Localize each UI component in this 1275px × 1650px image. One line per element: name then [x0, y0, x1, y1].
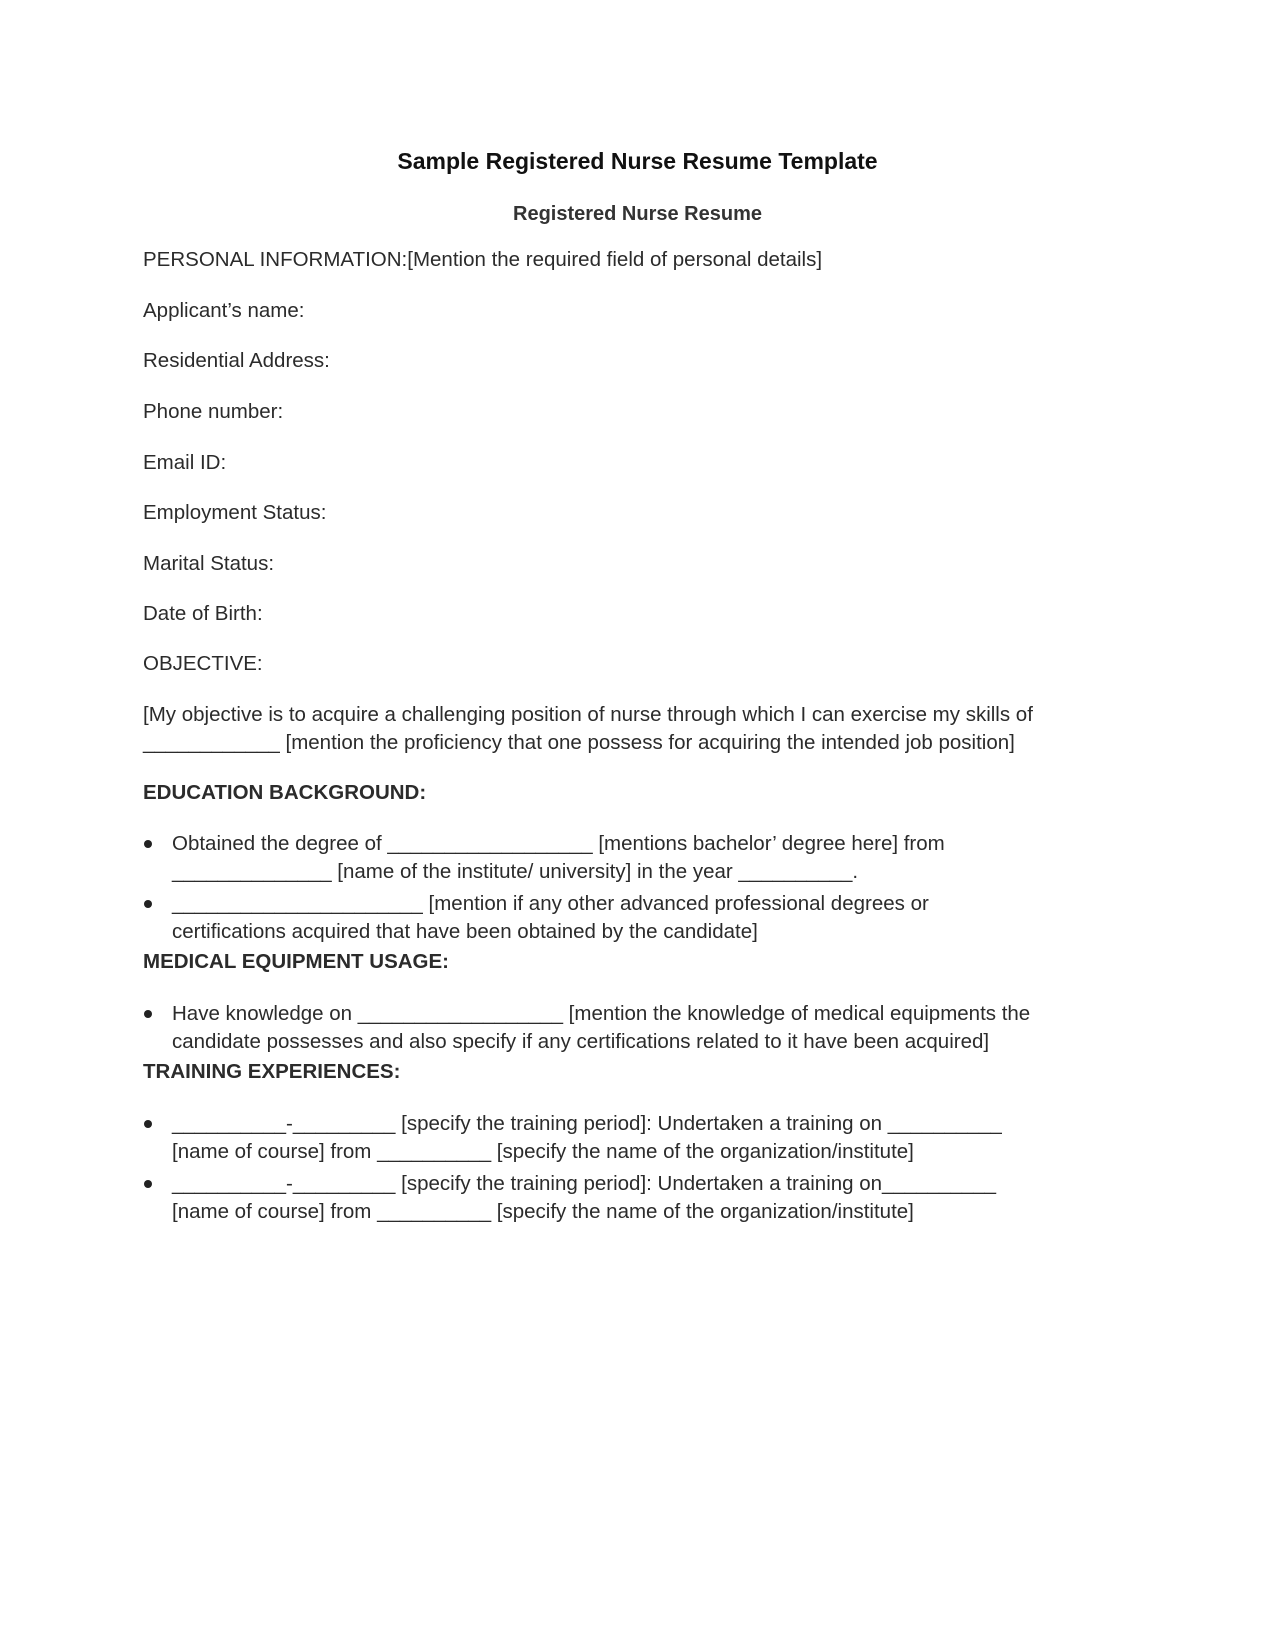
- training-item-2-line-2: [name of course] from __________ [specify the name of the organization/institute]: [172, 1200, 914, 1223]
- training-item-1-line-1: __________-_________ [specify the training period]: Undertaken a training on __________: [172, 1112, 1002, 1135]
- bullet-icon: [144, 1180, 152, 1188]
- education-item-2-line-2: certifications acquired that have been obtained by the candidate]: [172, 920, 758, 943]
- document-subtitle: Registered Nurse Resume: [513, 203, 762, 225]
- field-residential-address: Residential Address:: [143, 349, 330, 372]
- education-heading: EDUCATION BACKGROUND:: [143, 781, 427, 804]
- field-email-id: Email ID:: [143, 451, 227, 474]
- bullet-icon: [144, 1120, 152, 1128]
- training-item-2-line-1: __________-_________ [specify the training period]: Undertaken a training on__________: [172, 1172, 997, 1195]
- education-item-2-line-1: ______________________ [mention if any other advanced professional degrees or: [172, 892, 929, 915]
- equipment-item-1-line-1: Have knowledge on __________________ [mention the knowledge of medical equipments the: [172, 1002, 1031, 1025]
- training-heading: TRAINING EXPERIENCES:: [143, 1060, 401, 1083]
- equipment-item-1-line-2: candidate possesses and also specify if any certifications related to it have been acquired]: [172, 1030, 990, 1053]
- personal-info-heading: PERSONAL INFORMATION:[Mention the required field of personal details]: [143, 248, 823, 271]
- bullet-icon: [144, 1010, 152, 1018]
- education-item-1-line-1: Obtained the degree of __________________ [mentions bachelor’ degree here] from: [172, 832, 945, 855]
- field-applicant-name: Applicant’s name:: [143, 299, 305, 322]
- objective-line-1: [My objective is to acquire a challenging position of nurse through which I can exercise my skills of: [143, 703, 1033, 726]
- objective-line-2: ____________ [mention the proficiency that one possess for acquiring the intended job position]: [143, 731, 1015, 754]
- bullet-icon: [144, 900, 152, 908]
- field-employment-status: Employment Status:: [143, 501, 327, 524]
- objective-heading: OBJECTIVE:: [143, 652, 263, 675]
- document-title: Sample Registered Nurse Resume Template: [397, 148, 878, 174]
- equipment-heading: MEDICAL EQUIPMENT USAGE:: [143, 950, 449, 973]
- education-item-1-line-2: ______________ [name of the institute/ university] in the year __________.: [172, 860, 859, 883]
- field-phone-number: Phone number:: [143, 400, 284, 423]
- field-date-of-birth: Date of Birth:: [143, 602, 263, 625]
- field-marital-status: Marital Status:: [143, 552, 275, 575]
- bullet-icon: [144, 840, 152, 848]
- training-item-1-line-2: [name of course] from __________ [specify the name of the organization/institute]: [172, 1140, 914, 1163]
